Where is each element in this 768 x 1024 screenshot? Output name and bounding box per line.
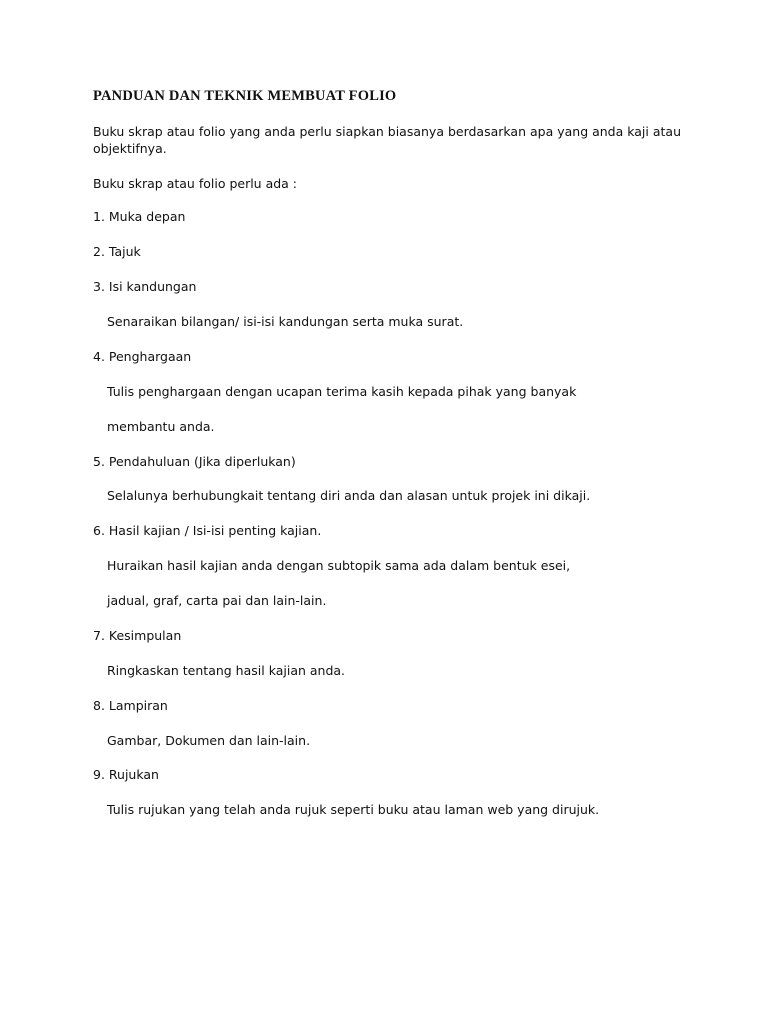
- list-item-heading: 9. Rujukan: [93, 767, 159, 782]
- intro-paragraph-line-2: objektifnya.: [93, 141, 167, 156]
- list-item-detail: Gambar, Dokumen dan lain-lain.: [107, 733, 311, 748]
- list-item-heading: 6. Hasil kajian / Isi-isi penting kajian.: [93, 523, 322, 538]
- list-item-detail: Selalunya berhubungkait tentang diri anda dan alasan untuk projek ini dikaji.: [107, 488, 591, 503]
- list-item-heading: 1. Muka depan: [93, 209, 186, 224]
- document-title: PANDUAN DAN TEKNIK MEMBUAT FOLIO: [93, 88, 397, 104]
- list-item-heading: 7. Kesimpulan: [93, 628, 182, 643]
- list-item-heading: 4. Penghargaan: [93, 349, 192, 364]
- list-item-detail: Ringkaskan tentang hasil kajian anda.: [107, 663, 346, 678]
- list-item-detail: Huraikan hasil kajian anda dengan subtopik sama ada dalam bentuk esei,: [107, 558, 571, 573]
- list-item-heading: 2. Tajuk: [93, 244, 141, 259]
- list-item-detail: membantu anda.: [107, 419, 215, 434]
- list-item-detail: Tulis rujukan yang telah anda rujuk seperti buku atau laman web yang dirujuk.: [107, 802, 600, 817]
- list-item-detail: jadual, graf, carta pai dan lain-lain.: [107, 593, 327, 608]
- list-item-detail: Tulis penghargaan dengan ucapan terima kasih kepada pihak yang banyak: [107, 384, 577, 399]
- list-item-heading: 8. Lampiran: [93, 698, 168, 713]
- list-item-heading: 3. Isi kandungan: [93, 279, 197, 294]
- list-item-detail: Senaraikan bilangan/ isi-isi kandungan serta muka surat.: [107, 314, 464, 329]
- intro-paragraph-line-1: Buku skrap atau folio yang anda perlu siapkan biasanya berdasarkan apa yang anda kaji atau: [93, 124, 681, 139]
- list-intro: Buku skrap atau folio perlu ada :: [93, 176, 298, 191]
- list-item-heading: 5. Pendahuluan (Jika diperlukan): [93, 454, 296, 469]
